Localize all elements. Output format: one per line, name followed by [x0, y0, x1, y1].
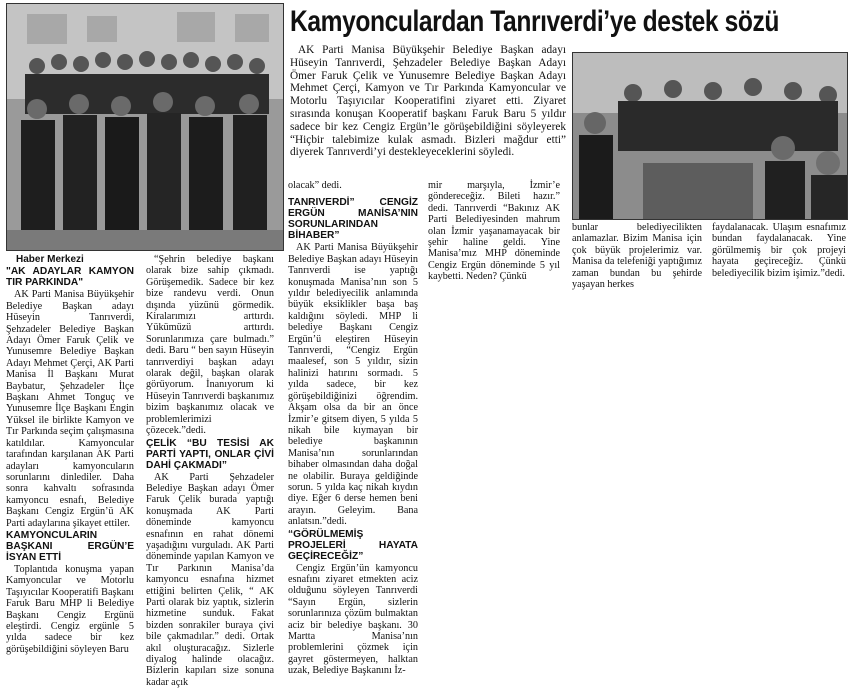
column-6 [712, 222, 846, 279]
paragraph: Toplantıda konuşma yapan Kamyoncular ve Motorlu Taşıyıcılar Kooperatifi Başkanı Faruk Baru MHP li Belediye Başkanı Cengiz Ergünü eleştirdi. Cengiz ergünle 5 yılda sadece bir kez görüşebildiğini söyleyen Baru [6, 564, 134, 655]
paragraph: mir marşıyla, İzmir’e göndereceğiz. Bileti hazır.” dedi. Tanrıverdi “Bakınız AK Parti Belediyesinden mahrum olan İzmir yaşanamayacak bir şehir haline geldi. Yine Manisa’mız MHP döneminde Cengiz Ergün döneminde 5 yıl kaybetti. Neden? Çünkü [428, 180, 560, 283]
lead-text: AK Parti Manisa Büyükşehir Belediye Başkan adayı Hüseyin Tanrıverdi, Şehzadeler Belediye Başkan Adayı Ömer Faruk Çelik ve Yunusemre Belediye Başkan Adayı Mehmet Çerçi, Kamyon ve Tır Parkında Kamyoncular ve Motorlu Taşıyıcılar Kooperatifini ziyaret etti. Ziyaret sırasında konuşan Kooperatif başkanı Faruk Baru 5 yıldır sadece bir kez Cengiz Ergün’le görüşebildiğini söyleyerek “Hiçbir talebimize kulak asmadı. Bizleri mağdur etti” diyerek Tanrıverdi’yi destekleyeceklerini söyledi. [290, 44, 566, 159]
paragraph: faydalanacak. Ulaşım esnafımız bundan faydalanacak. Yine görülmemiş bir çok projeyi hayata geçireceğiz. Çünkü belediyecilik bizim işimiz.”dedi. [712, 222, 846, 279]
paragraph: Cengiz Ergün’ün kamyoncu esnafını ziyaret etmekten aciz olduğunu söyleyen Tanrıverdi “Sayın Ergün, sizlerin sorunlarınıza çözüm bulmaktan aciz bir belediye başkanı. 30 Martta Manisa’nın problemlerini çözmek için gayret göstermeyen, halktan uzak, Belediye Başkanını İz- [288, 563, 418, 677]
subheading: KAMYONCULARIN BAŞKANI ERGÜN’E İSYAN ETTİ [6, 530, 134, 563]
column-3 [288, 180, 418, 677]
lead-paragraph [290, 44, 566, 159]
column-4 [428, 180, 560, 283]
subheading: ÇELİK “BU TESİSİ AK PARTİ YAPTI, ONLAR ÇİVİ DAHİ ÇAKMADI” [146, 438, 274, 471]
paragraph: olacak” dedi. [288, 180, 418, 191]
column-5 [572, 222, 702, 290]
subheading: “GÖRÜLMEMİŞ PROJELERİ HAYATA GEÇİRECEĞİZ” [288, 529, 418, 562]
paragraph: AK Parti Manisa Büyükşehir Belediye Başkan adayı Hüseyin Tanrıverdi, Şehzadeler Belediye Başkan Adayı Ömer Faruk Çelik ve Yunusemre Belediye Başkan Adayı Mehmet Çerçi, AK Parti Manisa İl Başkanı Murat Baybatur, Şehzadeler İlçe Başkanı Ahmet Tonguç ve Yunusemre İlçe Başkanı Engin Yüksel ile birlikte Kamyon ve Tır Parkında seçim çalışmasına katıldılar. Kamyoncular tarafından karşılanan AK Parti adayları kamyoncuların sorunlarını dinlediler. Daha sonra kahvaltı sofrasında kamyoncu esnafı, Belediye Başkanı Cengiz Ergün’ü AK Parti adaylarına şikayet ettiler. [6, 289, 134, 529]
meeting-photo [572, 52, 848, 220]
subheading: TANRIVERDİ” CENGİZ ERGÜN MANİSA’NIN SORUNLARINDAN BİHABER” [288, 197, 418, 241]
column-2 [146, 254, 274, 688]
subheading: "AK ADAYLAR KAMYON TIR PARKINDA" [6, 266, 134, 288]
column-1 [6, 254, 134, 655]
paragraph: AK Parti Şehzadeler Belediye Başkan adayı Ömer Faruk Çelik burada yaptığı konuşmada AK Parti döneminde kamyoncu esnafının en rahat dönemi yaşadığını vurguladı. AK Parti döneminde yapılan Kamyon ve Tır Parkının Manisa’da kamyoncu esnafına hizmet ettiğini belirten Çelik, “ AK Parti olarak biz yaptık, sizlerin hizmetine sunduk. Fakat bizden sonrakiler buraya çivi bile çakmadılar.” dedi. Ortak akıl oluşturacağız. Sizlerle diyalog halinde olacağız. Bizlerin kapıları size sonuna kadar açık [146, 472, 274, 688]
paragraph: “Şehrin belediye başkanı olarak bize sahip çıkmadı. Görüşemedik. Sadece bir kez bize randevu verdi. Onun dışında yüzünü görmedik. Kiralarımızı arttırdı. Yükümüzü arttırdı. Sorunlarımıza çare bulmadı.” dedi. Baru “ ben sayın Hüseyin tanrıverdiyi başkan adayı olarak değil, başkan olarak görüyorum. İnanıyorum ki Hüseyin Tanrıverdi başkanımız bizim başkanımız olacak ve problemlerimizi çözecek.”dedi. [146, 254, 274, 437]
headline: Kamyonculardan Tanrıverdi’ye destek sözü [290, 2, 748, 42]
group-photo [6, 3, 284, 251]
paragraph: bunlar belediyecilikten anlamazlar. Bizim Manisa için çok büyük projelerimiz var. Manisa da telefeniği yaptığımız zaman bundan bu şehirde yaşayan herkes [572, 222, 702, 290]
byline: Haber Merkezi [16, 254, 134, 265]
paragraph: AK Parti Manisa Büyükşehir Belediye Başkan adayı Hüseyin Tanrıverdi ise yaptığı konuşmada Manisa’nın son 5 yıldır belediyecilik anlamında büyük eksiklikler başa baş kaldığını söyledi. MHP li belediye Başkanı Cengiz Ergün’ü eleştiren Hüseyin Tanrıverdi, “Cengiz Ergün maalesef, son 5 yıldır, sizin halinizi hatırını sormadı. 5 yılda sadece, bir kez görüşebildiğinizi öğrendim. Akşam olsa da bir an önce İzmir’e gitsem diyen, 5 yılda 5 nikah bile kıymayan bir belediye başkanının Manisa’nın sorunlarından bihaber olmasından daha doğal ne olabilir. Buraya geldiğinde sorun. 5 yılda kaç nikah kıydın diye. Eğer 6 derse hemen beni arayın. Geleyim. Bana anlatsın.”dedi. [288, 242, 418, 527]
